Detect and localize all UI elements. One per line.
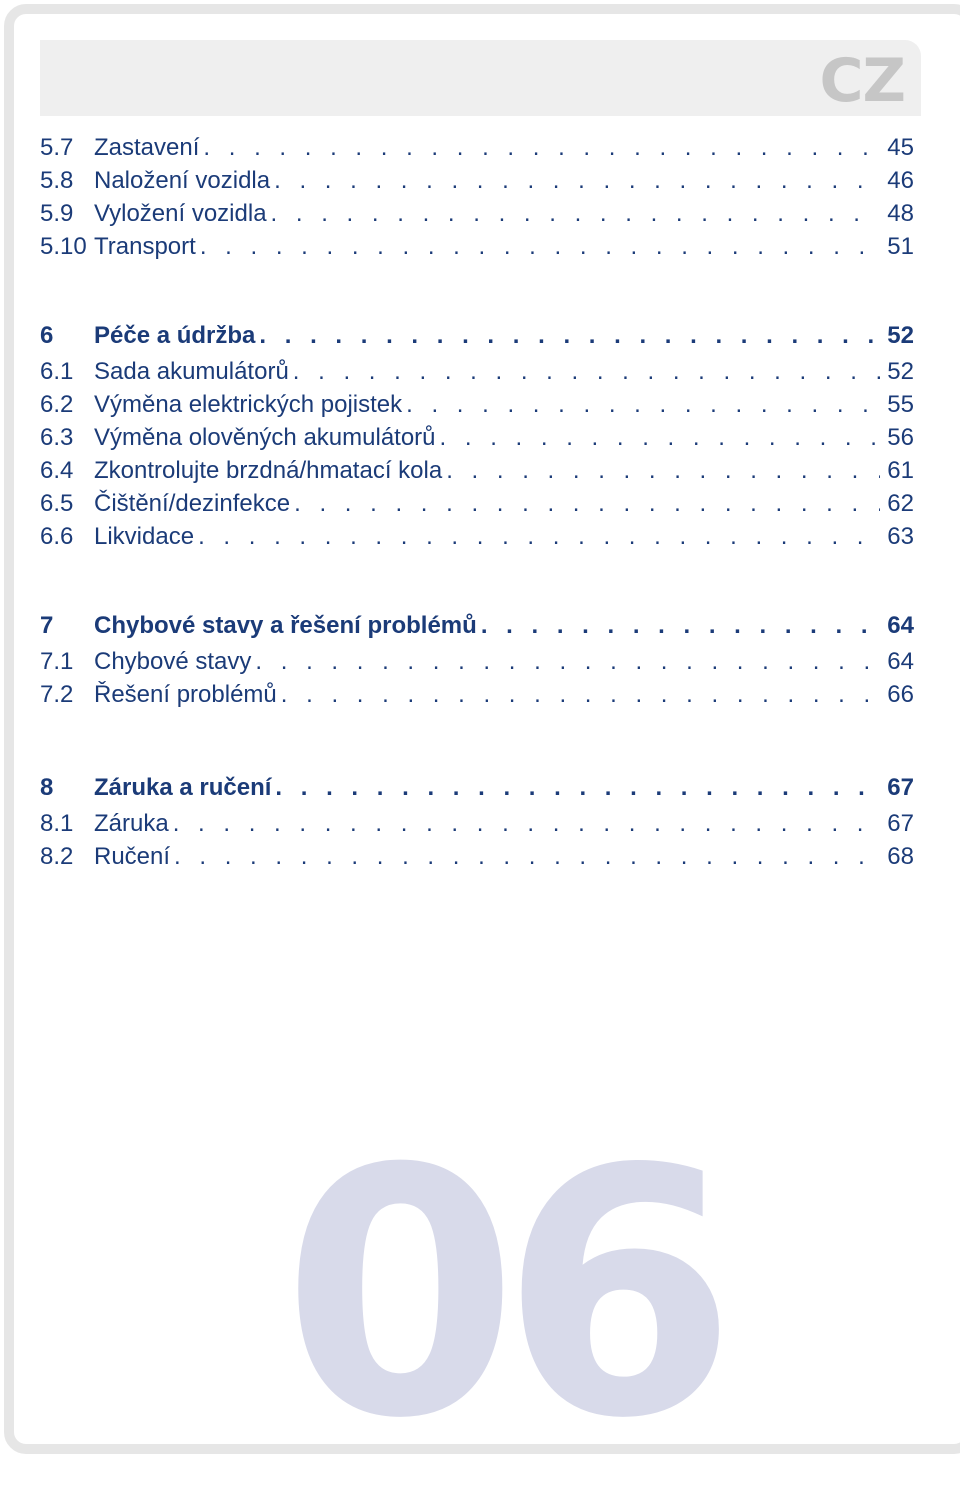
dot-leader xyxy=(406,388,880,421)
header-band xyxy=(40,40,921,116)
dot-leader xyxy=(198,520,880,553)
toc-entry-number: 6.6 xyxy=(40,523,74,550)
toc-entry-title: Záruka a ručení xyxy=(94,774,272,801)
toc-entry-number: 6.2 xyxy=(40,391,74,418)
toc-section-6 xyxy=(40,317,914,553)
toc-entry-page-number: 48 xyxy=(887,200,914,227)
dot-leader xyxy=(174,840,880,873)
toc-entry-number: 6.1 xyxy=(40,358,74,385)
table-of-contents xyxy=(40,131,914,873)
toc-entry-title: Chybové stavy xyxy=(94,648,252,675)
dot-leader xyxy=(259,317,880,355)
dot-leader xyxy=(293,355,880,388)
dot-leader xyxy=(255,645,880,678)
dot-leader xyxy=(275,769,880,807)
toc-section-5 xyxy=(40,131,914,263)
toc-chapter-entry[interactable] xyxy=(40,769,914,807)
toc-entry[interactable] xyxy=(40,645,914,678)
toc-entry-page-number: 67 xyxy=(887,774,914,801)
toc-entry-number: 8.1 xyxy=(40,810,74,837)
toc-entry[interactable] xyxy=(40,164,914,197)
toc-entry[interactable] xyxy=(40,487,914,520)
toc-section-8 xyxy=(40,769,914,873)
toc-entry-page-number: 55 xyxy=(887,391,914,418)
dot-leader xyxy=(200,230,880,263)
language-code: CZ xyxy=(819,46,905,116)
toc-entry-number: 5.9 xyxy=(40,200,74,227)
toc-entry-title: Vyložení vozidla xyxy=(94,200,267,227)
toc-entry-title: Zkontrolujte brzdná/hmatací kola xyxy=(94,457,443,484)
toc-entry-number: 8 xyxy=(40,774,54,801)
toc-entry-title: Péče a údržba xyxy=(94,322,256,349)
toc-entry-number: 5.10 xyxy=(40,233,87,260)
dot-leader xyxy=(271,197,880,230)
toc-entry-page-number: 51 xyxy=(887,233,914,260)
toc-entry-title: Likvidace xyxy=(94,523,195,550)
dot-leader xyxy=(446,454,880,487)
toc-entry-page-number: 62 xyxy=(887,490,914,517)
dot-leader xyxy=(274,164,880,197)
toc-entry-page-number: 52 xyxy=(887,358,914,385)
toc-entry-title: Transport xyxy=(94,233,196,260)
dot-leader xyxy=(203,131,880,164)
dot-leader xyxy=(281,678,880,711)
toc-entry[interactable] xyxy=(40,421,914,454)
toc-entry[interactable] xyxy=(40,678,914,711)
toc-entry[interactable] xyxy=(40,807,914,840)
toc-entry-number: 7.2 xyxy=(40,681,74,708)
toc-entry-number: 7.1 xyxy=(40,648,74,675)
toc-entry-page-number: 52 xyxy=(887,322,914,349)
toc-chapter-entry[interactable] xyxy=(40,607,914,645)
toc-entry-number: 6.3 xyxy=(40,424,74,451)
toc-entry-number: 7 xyxy=(40,612,54,639)
dot-leader xyxy=(173,807,880,840)
toc-entry-page-number: 66 xyxy=(887,681,914,708)
toc-entry-number: 6.4 xyxy=(40,457,74,484)
section-spacer xyxy=(40,263,914,317)
toc-entry[interactable] xyxy=(40,840,914,873)
toc-entry[interactable] xyxy=(40,355,914,388)
toc-entry-number: 8.2 xyxy=(40,843,74,870)
toc-entry-page-number: 64 xyxy=(887,612,914,639)
toc-entry[interactable] xyxy=(40,520,914,553)
toc-entry-title: Výměna olověných akumulátorů xyxy=(94,424,436,451)
toc-entry[interactable] xyxy=(40,388,914,421)
section-spacer xyxy=(40,553,914,607)
toc-entry-page-number: 64 xyxy=(887,648,914,675)
toc-entry[interactable] xyxy=(40,197,914,230)
chapter-number-watermark: 06 xyxy=(282,1097,720,1493)
toc-entry-title: Ručení xyxy=(94,843,171,870)
toc-entry-page-number: 67 xyxy=(887,810,914,837)
toc-chapter-entry[interactable] xyxy=(40,317,914,355)
toc-entry-title: Naložení vozidla xyxy=(94,167,271,194)
section-spacer xyxy=(40,711,914,769)
toc-entry-page-number: 68 xyxy=(887,843,914,870)
toc-section-7 xyxy=(40,607,914,711)
toc-entry[interactable] xyxy=(40,230,914,263)
toc-entry-number: 6.5 xyxy=(40,490,74,517)
toc-entry-title: Sada akumulátorů xyxy=(94,358,289,385)
dot-leader xyxy=(440,421,880,454)
toc-entry-title: Čištění/dezinfekce xyxy=(94,490,291,517)
toc-entry-title: Výměna elektrických pojistek xyxy=(94,391,403,418)
toc-entry-page-number: 45 xyxy=(887,134,914,161)
toc-entry-page-number: 63 xyxy=(887,523,914,550)
toc-entry-page-number: 61 xyxy=(887,457,914,484)
toc-entry[interactable] xyxy=(40,454,914,487)
toc-entry-number: 6 xyxy=(40,322,54,349)
toc-entry-title: Záruka xyxy=(94,810,169,837)
toc-entry[interactable] xyxy=(40,131,914,164)
toc-entry-title: Řešení problémů xyxy=(94,681,277,708)
toc-entry-title: Zastavení xyxy=(94,134,200,161)
toc-entry-page-number: 56 xyxy=(887,424,914,451)
dot-leader xyxy=(481,607,880,645)
dot-leader xyxy=(294,487,880,520)
toc-entry-page-number: 46 xyxy=(887,167,914,194)
toc-entry-number: 5.7 xyxy=(40,134,74,161)
toc-entry-title: Chybové stavy a řešení problémů xyxy=(94,612,477,639)
toc-entry-number: 5.8 xyxy=(40,167,74,194)
